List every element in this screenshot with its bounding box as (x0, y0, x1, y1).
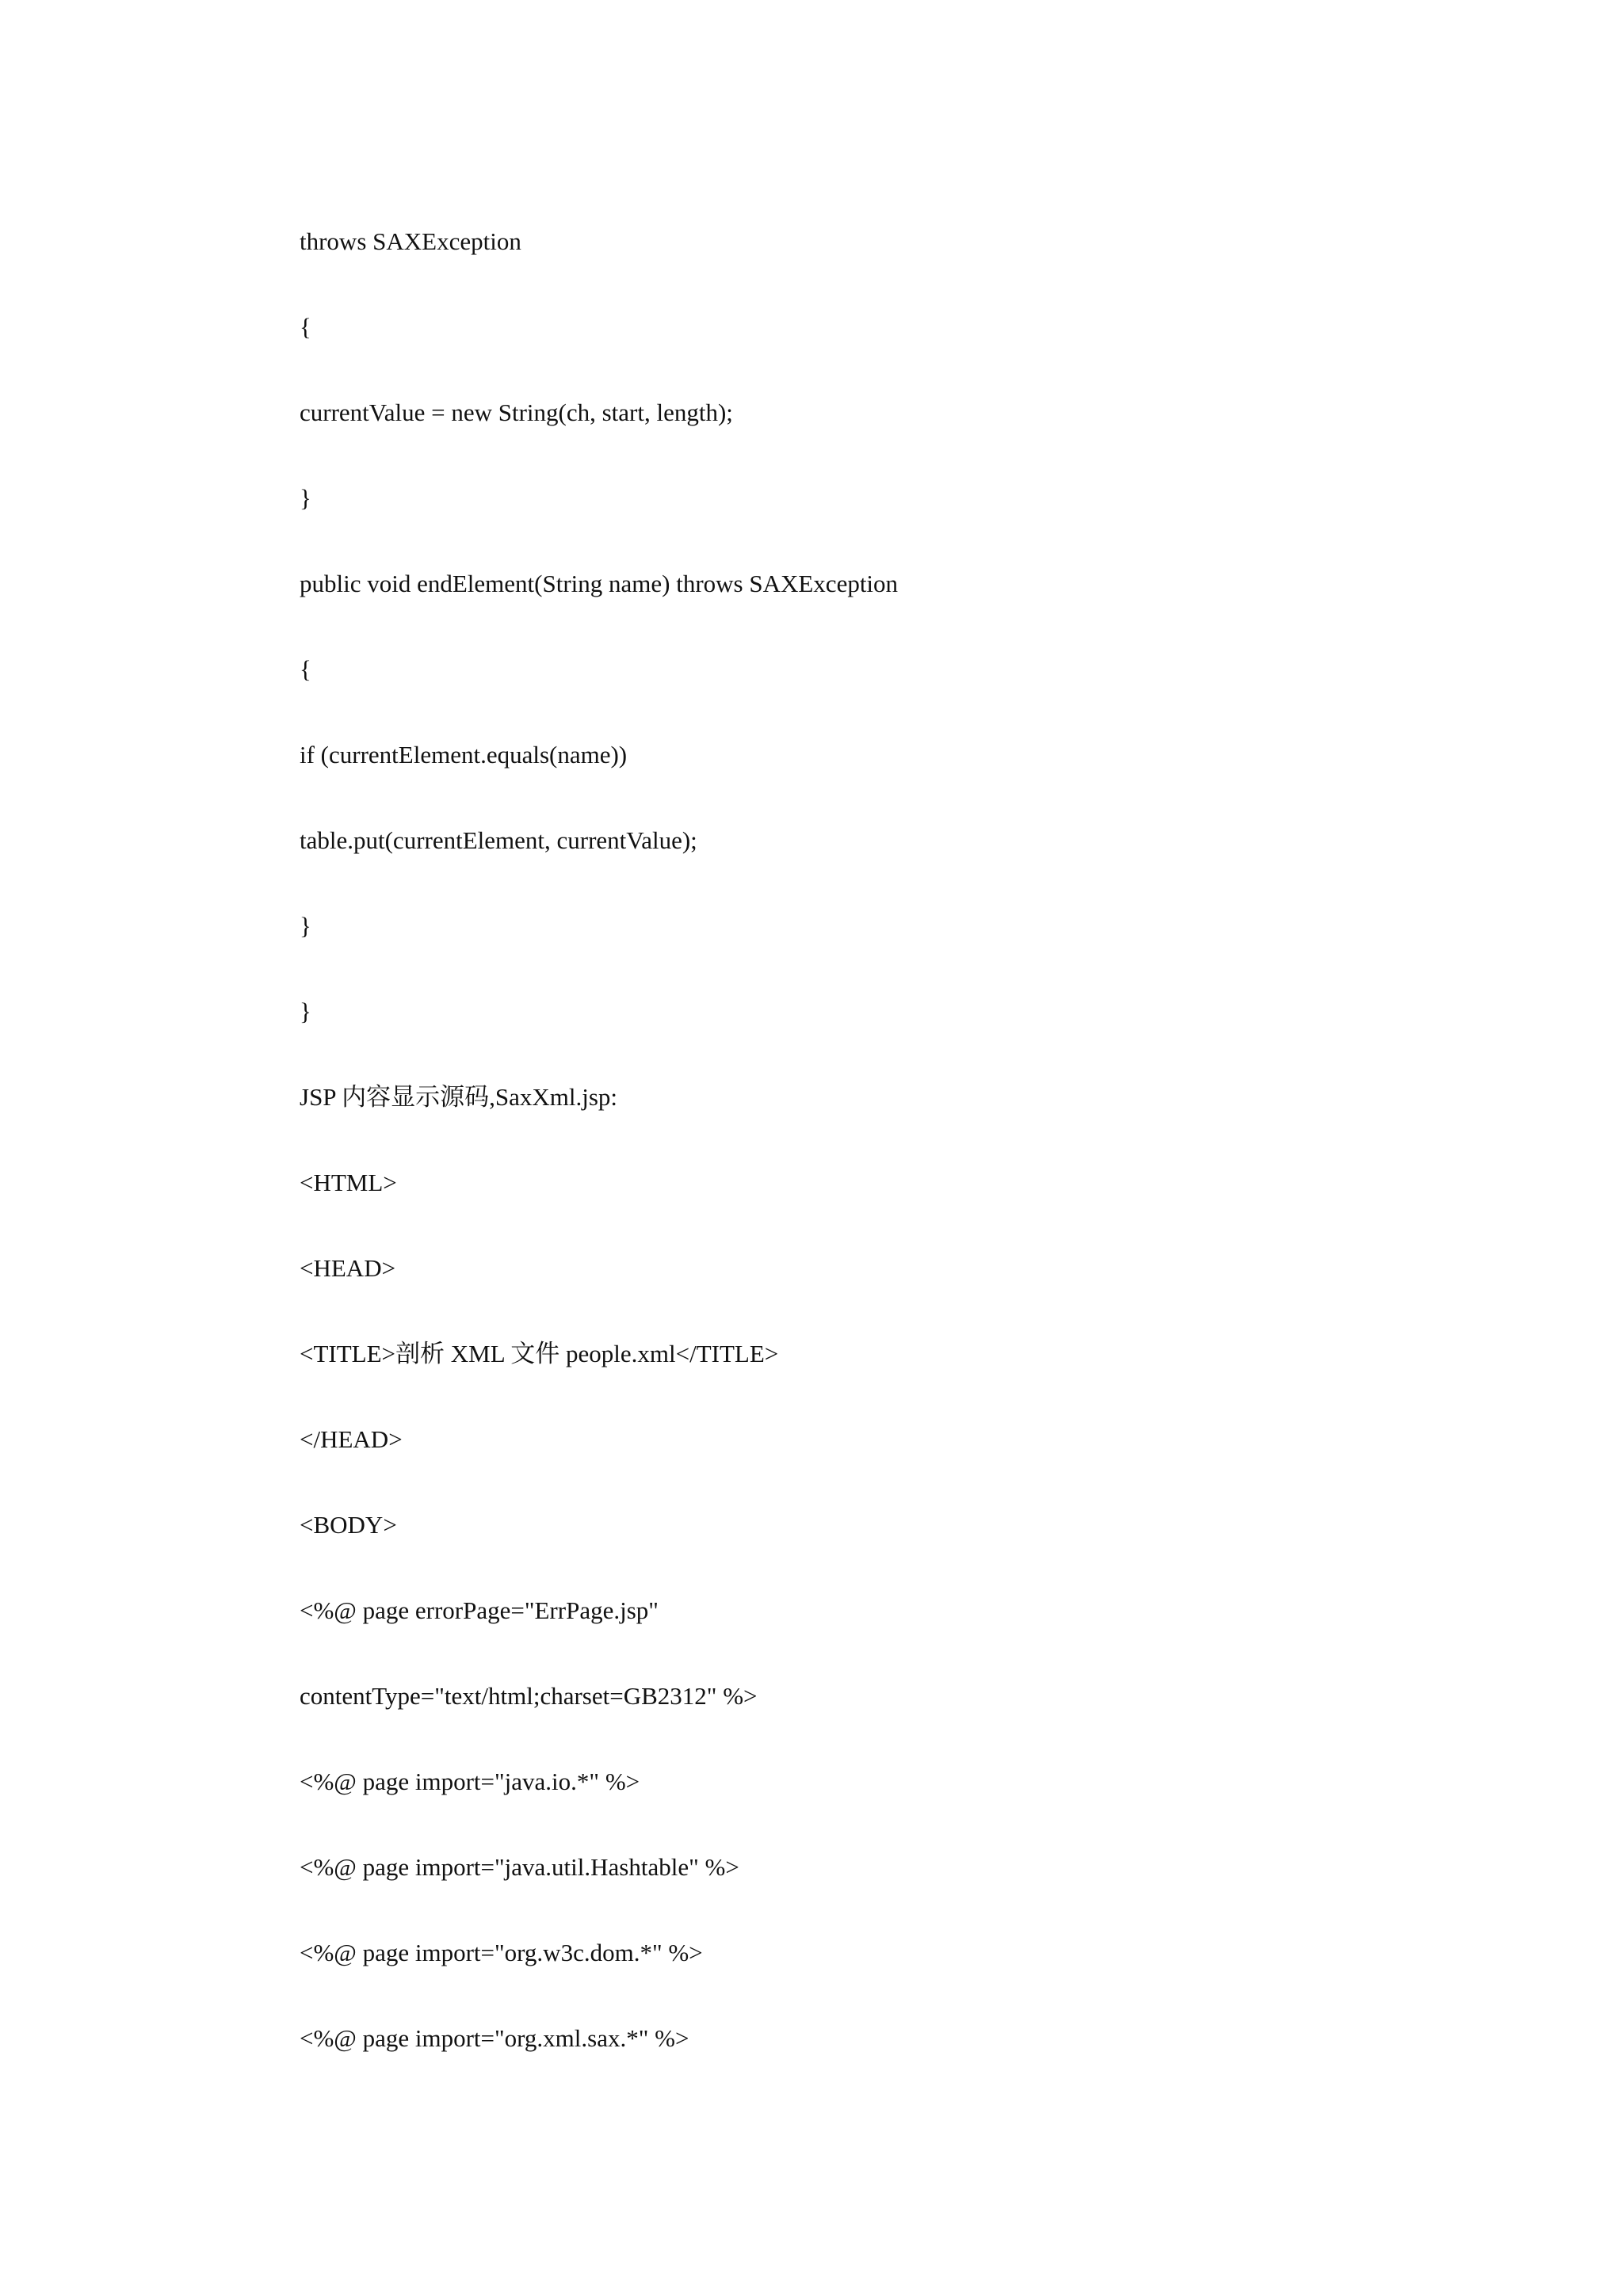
code-line: <%@ page errorPage="ErrPage.jsp" (300, 1596, 659, 1624)
code-line: <%@ page import="java.io.*" %> (300, 1768, 640, 1795)
code-line: <%@ page import="org.w3c.dom.*" %> (300, 1939, 703, 1966)
code-line: throws SAXException (300, 227, 521, 255)
code-line: </HEAD> (300, 1425, 403, 1453)
code-listing (300, 220, 1488, 2103)
code-line: <TITLE>剖析 XML 文件 people.xml</TITLE> (300, 1340, 779, 1367)
code-line: } (300, 912, 311, 940)
code-line: <%@ page import="org.xml.sax.*" %> (300, 2024, 689, 2052)
code-line: if (currentElement.equals(name)) (300, 741, 628, 769)
code-line: <%@ page import="java.util.Hashtable" %> (300, 1853, 739, 1881)
code-line: } (300, 997, 311, 1025)
code-line: currentValue = new String(ch, start, length); (300, 399, 733, 426)
code-line: <HEAD> (300, 1254, 396, 1282)
code-line: { (300, 655, 311, 683)
code-line: } (300, 484, 311, 512)
code-line: <BODY> (300, 1511, 397, 1539)
code-line: { (300, 313, 311, 341)
code-line: public void endElement(String name) throws SAXException (300, 570, 899, 597)
section-heading: JSP 内容显示源码,SaxXml.jsp: (300, 1083, 618, 1111)
code-line: table.put(currentElement, currentValue); (300, 826, 697, 854)
code-line: contentType="text/html;charset=GB2312" %> (300, 1682, 758, 1710)
code-line: <HTML> (300, 1169, 397, 1196)
